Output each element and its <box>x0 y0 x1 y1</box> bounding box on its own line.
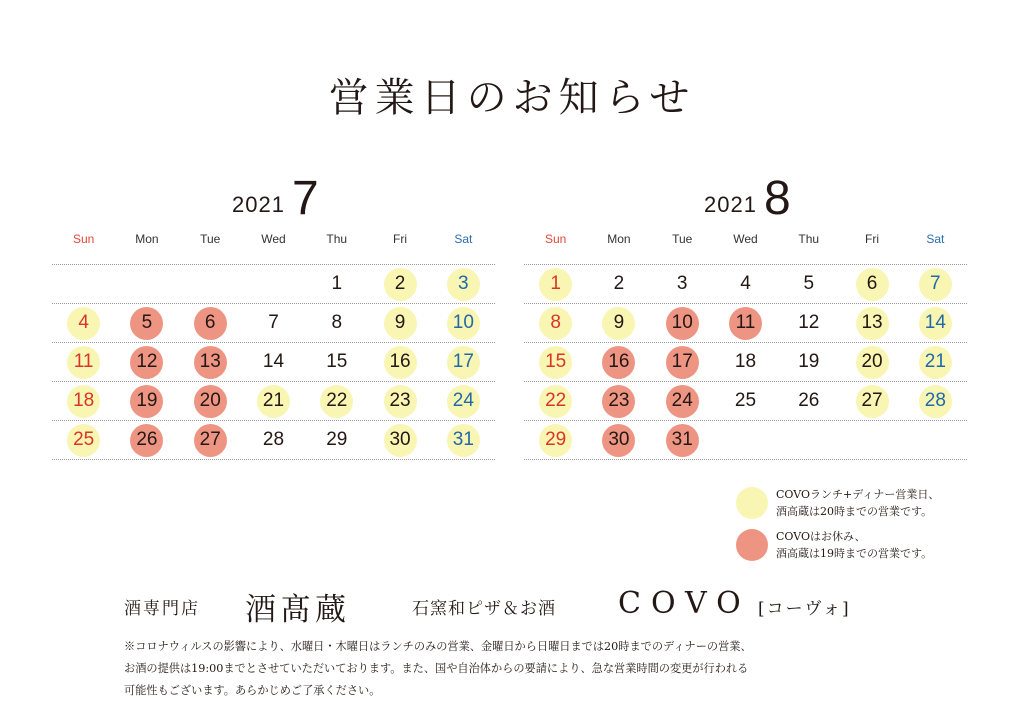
calendar-day: 10 <box>666 307 699 340</box>
calendar-day: 4 <box>67 307 100 340</box>
day-header-mon: Mon <box>135 232 159 246</box>
calendar-cell <box>179 424 242 457</box>
day-header-thu: Thu <box>798 232 820 246</box>
calendar-day: 3 <box>447 268 480 301</box>
calendar-day: 26 <box>798 390 820 411</box>
calendar-day: 19 <box>130 385 163 418</box>
calendar-day: 23 <box>602 385 635 418</box>
legend-closed-text <box>776 528 932 562</box>
calendar-cell <box>242 346 305 379</box>
calendar-cell <box>651 424 714 457</box>
calendar-day: 12 <box>130 346 163 379</box>
calendar-year: 2021 <box>232 192 285 217</box>
calendar-year: 2021 <box>704 192 757 217</box>
calendar-cell <box>840 307 903 340</box>
calendar-cell <box>651 346 714 379</box>
day-header-wed: Wed <box>733 232 758 246</box>
day-header-wed: Wed <box>261 232 286 246</box>
calendar-header <box>524 160 967 230</box>
calendar-day: 12 <box>798 312 820 333</box>
calendar-day: 28 <box>262 429 285 450</box>
calendar-cell <box>368 268 431 301</box>
calendar-month: 8 <box>764 172 791 225</box>
calendar-weeks <box>524 265 967 460</box>
calendar-day: 25 <box>67 424 100 457</box>
legend-closed-line-1: COVOはお休み、 <box>776 530 866 543</box>
notice-line-2: お酒の提供は19:00までとさせていただいております。また、国や自治体からの要請により、急な営業時間の変更が行われる <box>124 662 749 675</box>
calendar-cell <box>840 385 903 418</box>
calendar-day: 30 <box>602 424 635 457</box>
notice-text <box>124 636 984 702</box>
notice-line-3: 可能性もございます。あらかじめご了承ください。 <box>124 684 381 697</box>
calendar-cell <box>651 385 714 418</box>
calendar-day: 24 <box>447 385 480 418</box>
calendar-cell <box>714 385 777 418</box>
calendar-day: 31 <box>666 424 699 457</box>
calendar-cell <box>904 385 967 418</box>
calendar-week <box>52 382 495 421</box>
calendar-day: 23 <box>384 385 417 418</box>
calendar-cell <box>904 268 967 301</box>
calendar-day: 15 <box>326 351 348 372</box>
day-of-week-row <box>524 230 967 265</box>
calendar-cell <box>305 346 368 379</box>
calendar-cell <box>179 346 242 379</box>
calendar-day: 21 <box>257 385 290 418</box>
calendar-day: 29 <box>539 424 572 457</box>
calendar-day: 13 <box>856 307 889 340</box>
calendar-cell <box>305 385 368 418</box>
calendar-cell <box>777 268 840 301</box>
calendar-cell <box>524 346 587 379</box>
day-of-week-row <box>52 230 495 265</box>
page-title: 営業日のお知らせ <box>328 75 696 121</box>
legend-open-line-1: COVOランチ+ディナー営業日、 <box>776 488 940 501</box>
legend-open-text <box>776 486 939 520</box>
calendar-cell <box>524 385 587 418</box>
calendar-cell <box>587 385 650 418</box>
calendar-cell <box>904 307 967 340</box>
calendar-day: 10 <box>447 307 480 340</box>
calendar-weeks <box>52 265 495 460</box>
calendar-week <box>524 421 967 460</box>
calendar-day: 8 <box>331 312 343 333</box>
shop1-name: 酒髙蔵 <box>245 592 350 628</box>
calendar-day: 25 <box>734 390 757 411</box>
calendar-day: 3 <box>676 273 688 294</box>
calendar-day: 16 <box>384 346 417 379</box>
calendar-cell <box>714 346 777 379</box>
calendar-cell <box>904 346 967 379</box>
legend-open <box>736 486 939 520</box>
calendar-week <box>524 265 967 304</box>
calendar-cell <box>432 424 495 457</box>
calendar-day: 5 <box>803 273 815 294</box>
calendar-day: 7 <box>268 312 279 333</box>
calendar-cell <box>432 307 495 340</box>
calendar-week <box>52 304 495 343</box>
calendar-cell <box>242 307 305 340</box>
calendar-day: 4 <box>740 273 751 294</box>
calendar-week <box>52 421 495 460</box>
legend-closed-line-2: 酒高蔵は19時までの営業です。 <box>776 547 933 560</box>
legend-open-dot <box>736 487 768 519</box>
calendar-cell <box>714 307 777 340</box>
calendar-day: 24 <box>666 385 699 418</box>
calendar-header <box>52 160 495 230</box>
calendar-cell <box>777 346 840 379</box>
calendar-cell <box>840 268 903 301</box>
day-header-thu: Thu <box>326 232 348 246</box>
calendar-cell <box>242 385 305 418</box>
calendar-cell <box>52 307 115 340</box>
calendar-cell <box>777 307 840 340</box>
calendar-cell <box>651 307 714 340</box>
shop2-name: COVO <box>618 586 751 621</box>
calendar-day: 20 <box>856 346 889 379</box>
calendar-day: 2 <box>384 268 417 301</box>
calendar-cell <box>587 346 650 379</box>
shop1-prefix: 酒専門店 <box>124 599 200 619</box>
calendar-day: 20 <box>194 385 227 418</box>
day-header-tue: Tue <box>200 232 221 246</box>
calendar-cell <box>115 385 178 418</box>
calendar-cell <box>432 385 495 418</box>
calendar-day: 29 <box>326 429 348 450</box>
calendar-week <box>524 304 967 343</box>
calendar-cell <box>52 385 115 418</box>
calendar-day: 26 <box>130 424 163 457</box>
day-header-sun: Sun <box>544 232 567 246</box>
calendar-day: 31 <box>447 424 480 457</box>
calendar-day: 21 <box>919 346 952 379</box>
day-header-mon: Mon <box>607 232 631 246</box>
calendar-day: 1 <box>539 268 572 301</box>
calendar-cell <box>524 424 587 457</box>
legend-closed-dot <box>736 529 768 561</box>
calendar-cell <box>368 385 431 418</box>
calendar-day: 18 <box>734 351 757 372</box>
calendar-day: 5 <box>130 307 163 340</box>
calendar-cell <box>52 346 115 379</box>
shop2-prefix: 石窯和ピザ＆お酒 <box>412 599 556 619</box>
calendar-day: 28 <box>919 385 952 418</box>
calendar-day: 27 <box>194 424 227 457</box>
calendar-cell <box>305 307 368 340</box>
calendar-cell <box>524 307 587 340</box>
calendar-cell <box>52 424 115 457</box>
day-header-sun: Sun <box>72 232 95 246</box>
calendar-day: 22 <box>320 385 353 418</box>
calendar-day: 6 <box>856 268 889 301</box>
calendar-day: 1 <box>331 273 343 294</box>
calendar-day: 22 <box>539 385 572 418</box>
legend-closed <box>736 528 932 562</box>
calendar-cell <box>524 268 587 301</box>
day-header-sat: Sat <box>926 232 945 246</box>
calendar-day: 9 <box>602 307 635 340</box>
calendar-day: 27 <box>856 385 889 418</box>
calendar-day: 7 <box>919 268 952 301</box>
calendar-month: 7 <box>292 172 319 225</box>
legend-open-line-2: 酒高蔵は20時までの営業です。 <box>776 505 933 518</box>
calendar-day: 11 <box>729 307 762 340</box>
calendar-cell <box>368 424 431 457</box>
day-header-tue: Tue <box>672 232 693 246</box>
brand-line <box>0 584 1024 628</box>
calendar-cell <box>432 346 495 379</box>
calendar-cell <box>587 268 650 301</box>
calendar-day: 30 <box>384 424 417 457</box>
calendar-day: 8 <box>539 307 572 340</box>
calendar-cell <box>368 307 431 340</box>
calendar-day: 6 <box>194 307 227 340</box>
calendar-day: 17 <box>666 346 699 379</box>
calendar-august <box>524 160 967 460</box>
calendar-cell <box>368 346 431 379</box>
calendar-cell <box>305 424 368 457</box>
notice-line-1: ※コロナウィルスの影響により、水曜日・木曜日はランチのみの営業、金曜日から日曜日までは20時までのディナーの営業、 <box>124 640 752 653</box>
calendar-cell <box>840 346 903 379</box>
calendar-cell <box>305 268 368 301</box>
calendar-day: 14 <box>262 351 285 372</box>
calendar-cell <box>115 346 178 379</box>
calendar-cell <box>651 268 714 301</box>
calendar-cell <box>777 385 840 418</box>
calendar-day: 13 <box>194 346 227 379</box>
calendar-week <box>52 343 495 382</box>
calendar-week <box>52 265 495 304</box>
calendar-cell <box>115 424 178 457</box>
calendar-day: 9 <box>384 307 417 340</box>
calendar-day: 11 <box>67 346 100 379</box>
calendar-day: 14 <box>919 307 952 340</box>
calendar-week <box>524 343 967 382</box>
day-header-fri: Fri <box>865 232 880 246</box>
calendar-cell <box>179 307 242 340</box>
calendar-cell <box>115 307 178 340</box>
calendar-cell <box>179 385 242 418</box>
calendar-week <box>524 382 967 421</box>
shop2-reading: [コーヴォ] <box>758 599 851 619</box>
calendar-cell <box>587 424 650 457</box>
calendar-day: 2 <box>613 273 625 294</box>
calendar-cell <box>242 424 305 457</box>
calendar-day: 16 <box>602 346 635 379</box>
calendar-july <box>52 160 495 460</box>
day-header-sat: Sat <box>454 232 473 246</box>
calendar-day: 18 <box>67 385 100 418</box>
calendar-cell <box>587 307 650 340</box>
day-header-fri: Fri <box>393 232 408 246</box>
calendar-day: 17 <box>447 346 480 379</box>
calendar-cell <box>714 268 777 301</box>
calendar-day: 15 <box>539 346 572 379</box>
calendar-cell <box>432 268 495 301</box>
calendar-day: 19 <box>798 351 820 372</box>
